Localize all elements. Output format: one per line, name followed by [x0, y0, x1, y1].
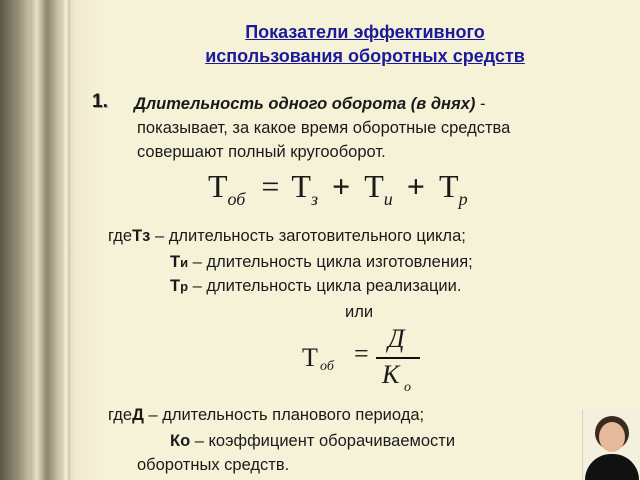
definition-ti: Ти – длительность цикла изготовления;	[170, 253, 473, 271]
formula2-equals: =	[354, 339, 369, 368]
formula1-term-ti: Ти	[364, 168, 393, 209]
item-dash: -	[475, 95, 486, 113]
formula1-term-tob: Тоб	[208, 168, 246, 209]
formula2-denominator: К	[382, 360, 400, 389]
formula2-denominator-sub: о	[404, 380, 411, 395]
definition-ko-cont: оборотных средств.	[137, 456, 290, 474]
item-heading-line	[134, 92, 485, 116]
formula2-fraction-line	[376, 357, 420, 359]
definition-ko: Ко – коэффициент оборачиваемости	[170, 432, 456, 450]
definition-tz: гдеТз – длительность заготовительного цикла;	[108, 227, 466, 245]
list-item-number: 1.	[92, 91, 108, 112]
formula1-equals: =	[261, 168, 280, 204]
formula2-t: Т	[302, 343, 318, 372]
formula-turnover-duration	[208, 168, 468, 216]
slide-title-line2: использования оборотных средств	[205, 46, 525, 66]
formula1-plus2: +	[406, 168, 426, 204]
item-heading: Длительность одного оборота (в днях)	[134, 95, 476, 113]
slide-title-line1: Показатели эффективного	[245, 22, 485, 42]
formula1-term-tz: Тз	[291, 168, 318, 209]
item-description-line2: показывает, за какое время оборотные средства	[137, 119, 511, 137]
formula2-t-sub: об	[320, 359, 334, 374]
presenter-photo	[582, 410, 640, 480]
formula-turnover-ratio	[302, 326, 442, 396]
formula1-plus1: +	[332, 168, 351, 204]
formula2-numerator: Д	[388, 324, 405, 353]
formula1-term-tr: Тр	[439, 168, 468, 209]
item-description-line3: совершают полный кругооборот.	[137, 143, 386, 161]
or-separator: или	[345, 303, 374, 321]
definition-tr: Тр – длительность цикла реализации.	[170, 277, 462, 295]
definition-d: гдеД – длительность планового периода;	[108, 406, 425, 424]
